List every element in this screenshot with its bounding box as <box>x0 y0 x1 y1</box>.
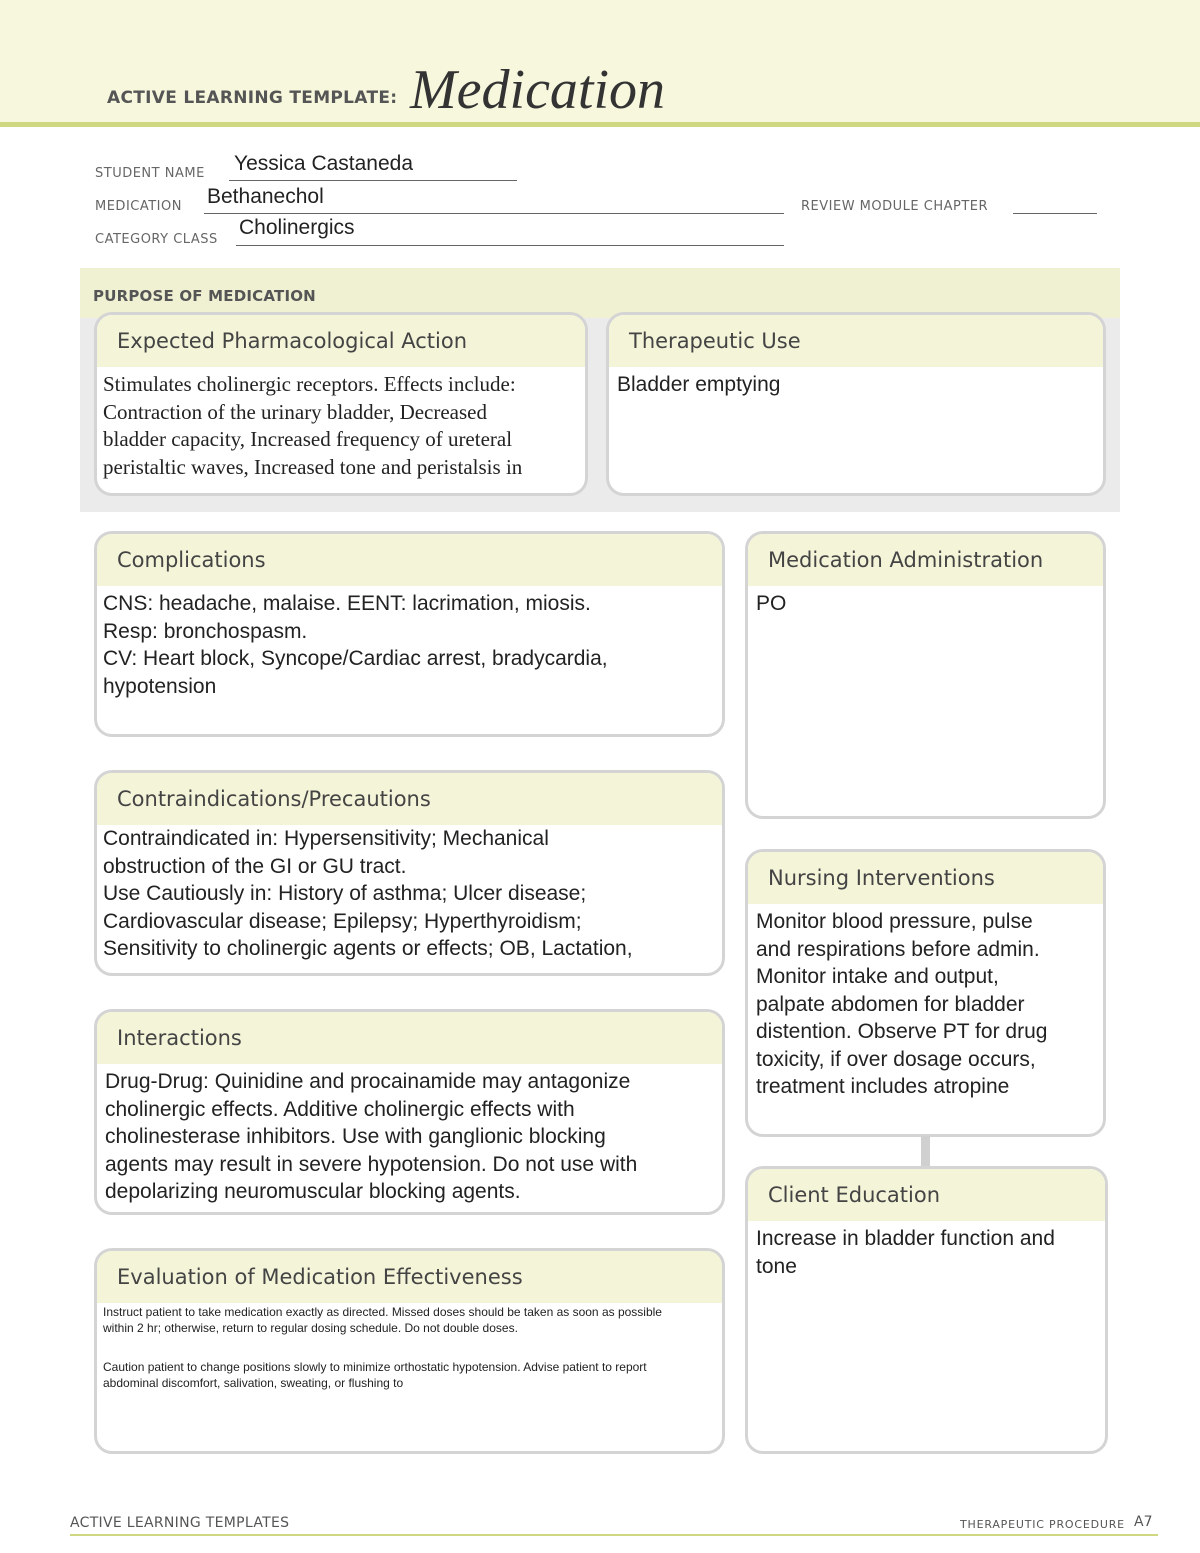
administration-text: PO <box>756 592 787 615</box>
client-education-header <box>748 1169 1105 1221</box>
page-number: A7 <box>1134 1514 1153 1530</box>
review-module-line[interactable] <box>1013 213 1097 214</box>
nursing-interventions-title: Nursing Interventions <box>768 866 995 890</box>
contraindications-line: Use Cautiously in: History of asthma; Ulcer disease; <box>103 882 587 905</box>
client-education-body[interactable] <box>748 1221 1105 1280</box>
expected-action-line: Stimulates cholinergic receptors. Effects include: <box>103 372 516 396</box>
complications-line: Resp: bronchospasm. <box>103 619 308 643</box>
interactions-header <box>97 1012 722 1064</box>
complications-body[interactable] <box>97 586 722 700</box>
complications-line: CV: Heart block, Syncope/Cardiac arrest, bradycardia, <box>103 647 608 670</box>
contraindications-title: Contraindications/Precautions <box>117 787 431 811</box>
nursing-interventions-box <box>745 849 1106 1137</box>
complications-title: Complications <box>117 548 266 572</box>
interactions-line: depolarizing neuromuscular blocking agents. <box>105 1180 521 1203</box>
medication-label: MEDICATION <box>95 199 182 214</box>
therapeutic-use-title: Therapeutic Use <box>629 329 801 353</box>
client-education-box <box>745 1166 1108 1454</box>
therapeutic-use-box <box>606 312 1106 496</box>
expected-action-title: Expected Pharmacological Action <box>117 329 468 353</box>
complications-box <box>94 531 725 737</box>
contraindications-line: Contraindicated in: Hypersensitivity; Mechanical <box>103 827 549 850</box>
category-class-line <box>236 245 784 246</box>
complications-header <box>97 534 722 586</box>
contraindications-body[interactable] <box>97 825 722 963</box>
student-name-value[interactable]: Yessica Castaneda <box>234 152 414 175</box>
interactions-title: Interactions <box>117 1026 242 1050</box>
evaluation-box <box>94 1248 725 1454</box>
expected-action-box <box>94 312 588 496</box>
review-module-label: REVIEW MODULE CHAPTER <box>801 199 989 214</box>
footer-right-label: THERAPEUTIC PROCEDURE <box>960 1518 1125 1531</box>
client-education-line: Increase in bladder function and <box>756 1227 1055 1250</box>
nursing-line: Monitor blood pressure, pulse <box>756 910 1033 933</box>
contraindications-line: Sensitivity to cholinergic agents or effects; OB, Lactation, <box>103 937 633 960</box>
nursing-line: and respirations before admin. <box>756 937 1040 961</box>
box-connector <box>921 1136 930 1166</box>
category-class-label: CATEGORY CLASS <box>95 232 218 247</box>
student-name-label: STUDENT NAME <box>95 166 205 181</box>
expected-action-header <box>97 315 585 367</box>
evaluation-line: abdominal discomfort, salivation, sweating, or flushing to <box>103 1375 404 1390</box>
expected-action-body[interactable] <box>97 367 585 481</box>
administration-title: Medication Administration <box>768 548 1044 572</box>
evaluation-paragraph <box>103 1360 716 1391</box>
client-education-title: Client Education <box>768 1183 941 1207</box>
contraindications-header <box>97 773 722 825</box>
contraindications-box <box>94 770 725 976</box>
category-class-value[interactable]: Cholinergics <box>239 216 355 239</box>
nursing-line: treatment includes atropine <box>756 1075 1010 1098</box>
nursing-interventions-body[interactable] <box>748 904 1103 1101</box>
complications-line: CNS: headache, malaise. EENT: lacrimation, miosis. <box>103 592 591 615</box>
purpose-label: PURPOSE OF MEDICATION <box>93 287 316 305</box>
nursing-interventions-header <box>748 852 1103 904</box>
therapeutic-use-text: Bladder emptying <box>617 373 781 396</box>
therapeutic-use-body[interactable] <box>609 367 1103 399</box>
interactions-box <box>94 1009 725 1215</box>
interactions-line: Drug-Drug: Quinidine and procainamide may antagonize <box>105 1070 631 1093</box>
therapeutic-use-header <box>609 315 1103 367</box>
evaluation-paragraph <box>103 1305 716 1336</box>
evaluation-header <box>97 1251 722 1303</box>
expected-action-line: peristaltic waves, Increased tone and peristalsis in <box>103 454 523 479</box>
interactions-body[interactable] <box>97 1064 722 1206</box>
nursing-line: distention. Observe PT for drug <box>756 1020 1048 1043</box>
evaluation-line: Instruct patient to take medication exactly as directed. Missed doses should be taken as soon as possible <box>103 1305 662 1319</box>
expected-action-line: Contraction of the urinary bladder, Decreased <box>103 399 487 424</box>
footer-divider <box>70 1534 1158 1536</box>
nursing-line: toxicity, if over dosage occurs, <box>756 1047 1036 1071</box>
evaluation-body[interactable] <box>97 1303 722 1391</box>
page-title: Medication <box>410 59 666 121</box>
administration-body[interactable] <box>748 586 1103 618</box>
interactions-line: agents may result in severe hypotension. Do not use with <box>105 1152 638 1176</box>
administration-header <box>748 534 1103 586</box>
medication-line <box>204 213 784 214</box>
medication-value[interactable]: Bethanechol <box>207 185 324 208</box>
contraindications-line: obstruction of the GI or GU tract. <box>103 854 407 878</box>
interactions-line: cholinergic effects. Additive cholinergic effects with <box>105 1097 575 1121</box>
nursing-line: palpate abdomen for bladder <box>756 992 1025 1016</box>
student-name-line <box>229 180 517 181</box>
footer-left-label: ACTIVE LEARNING TEMPLATES <box>70 1515 290 1531</box>
evaluation-title: Evaluation of Medication Effectiveness <box>117 1265 523 1289</box>
administration-box <box>745 531 1106 819</box>
evaluation-line: within 2 hr; otherwise, return to regular dosing schedule. Do not double doses. <box>103 1320 518 1335</box>
template-label: ACTIVE LEARNING TEMPLATE: <box>107 88 398 108</box>
evaluation-line: Caution patient to change positions slowly to minimize orthostatic hypotension. Advise patient to report <box>103 1360 647 1374</box>
interactions-line: cholinesterase inhibitors. Use with ganglionic blocking <box>105 1125 606 1148</box>
nursing-line: Monitor intake and output, <box>756 965 999 988</box>
client-education-line: tone <box>756 1254 797 1278</box>
complications-line: hypotension <box>103 674 217 698</box>
contraindications-line: Cardiovascular disease; Epilepsy; Hyperthyroidism; <box>103 909 582 933</box>
expected-action-line: bladder capacity, Increased frequency of ureteral <box>103 427 513 451</box>
header-divider <box>0 122 1200 127</box>
